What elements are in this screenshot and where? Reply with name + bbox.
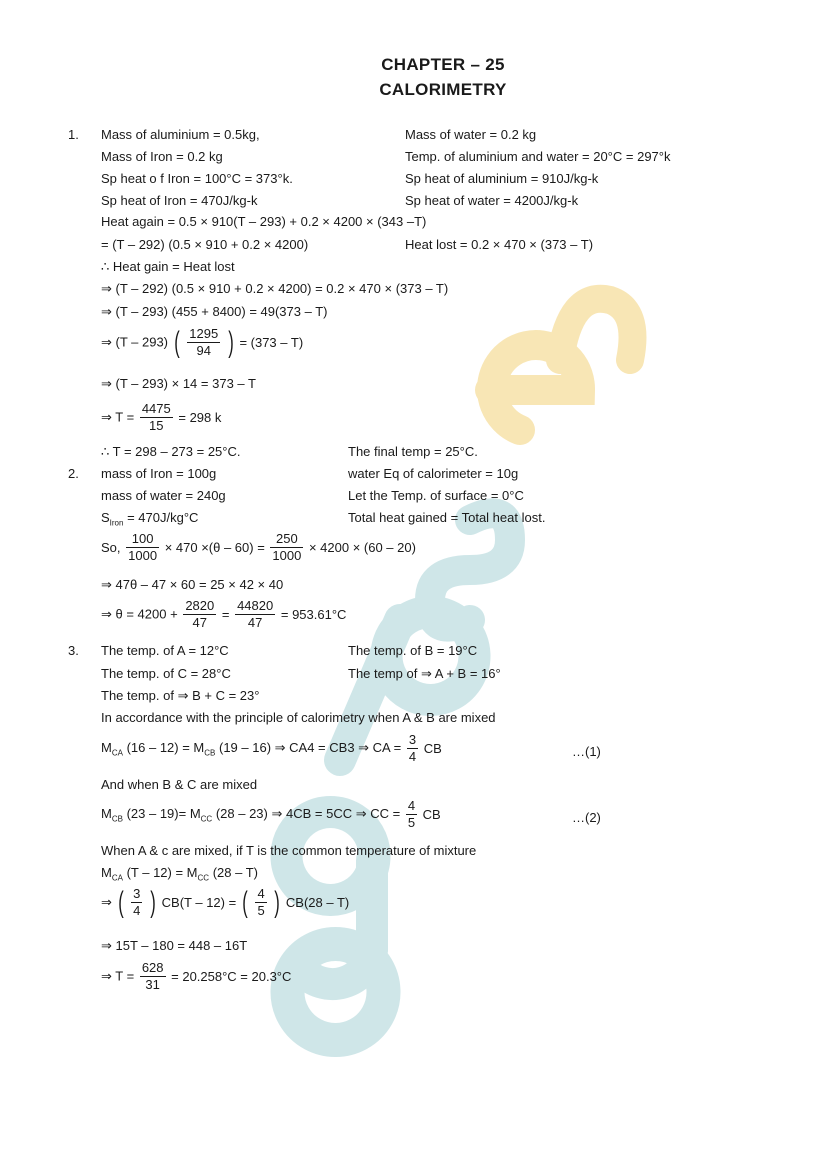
q3-line-8: When A & c are mixed, if T is the common temperature of mixture [101,843,477,858]
q1-line-3a: Sp heat o f Iron = 100°C = 373°k. [101,171,293,186]
q1-line-1a: Mass of aluminium = 0.5kg, [101,127,260,142]
fraction [140,401,173,434]
value: = 470J/kg°C [123,510,199,525]
text: (23 – 19)= M [122,805,201,821]
q1-line-11: ⇒ (T – 293) × 14 = 373 – T [101,376,256,391]
q3-line-9 [101,865,258,887]
question-number: 3. [68,643,79,658]
denominator: 4 [408,749,417,764]
left-paren: ( [173,325,180,359]
q3-line-12 [101,960,291,993]
q3-l7-m [101,805,401,824]
q3-line-4: In accordance with the principle of calorimetry when A & B are mixed [101,710,496,725]
q2-l4-prefix: So, [101,540,121,555]
subscript: CC [197,873,210,883]
q3-line-5 [101,732,442,765]
subscript: CB [111,814,123,824]
q3-l10-middle: CB(T – 12) = [161,895,237,910]
q3-line-11: ⇒ 15T – 180 = 448 – 16T [101,938,248,953]
topic-heading: CALORIMETRY [379,80,507,99]
q3-l5-cb: CB [423,741,442,756]
q2-line-2b: Let the Temp. of surface = 0°C [348,488,524,503]
numerator: 100 [126,531,159,548]
numerator: 628 [141,960,164,975]
text: (T – 12) = M [122,865,198,880]
text: (28 – 23) ⇒ 4CB = 5CC ⇒ CC = [212,805,401,821]
subscript: CA [111,873,123,883]
chapter-heading: CHAPTER – 25 [381,55,505,74]
numerator: 4475 [141,401,171,416]
fraction [406,798,417,831]
denominator: 1000 [272,548,302,563]
q1-line-10 [101,326,303,359]
equation-tag: …(2) [572,810,601,825]
denominator: 47 [192,615,207,630]
q3-line-2b: The temp of ⇒ A + B = 16° [348,666,501,681]
numerator: 2820 [185,598,215,613]
q1-line-2b: Temp. of aluminium and water = 20°C = 297°k [405,149,671,164]
q3-line-10 [101,886,349,919]
q3-l10-prefix: ⇒ [101,894,112,910]
q1-l12-prefix: ⇒ T = [101,409,135,425]
q2-l6-suffix: = 953.61°C [280,607,347,622]
q2-l4-middle: × 470 ×(θ – 60) = [164,540,265,555]
numerator: 1295 [189,326,219,341]
fraction [183,598,216,631]
q2-line-4 [101,531,416,564]
q3-line-7 [101,798,441,831]
text: (16 – 12) = M [122,739,205,755]
q1-line-2a: Mass of Iron = 0.2 kg [101,149,223,164]
q1-line-1b: Mass of water = 0.2 kg [405,127,537,142]
right-paren: ) [274,885,281,919]
q3-line-2a: The temp. of C = 28°C [101,666,231,681]
denominator: 4 [133,903,141,918]
subscript: CB [204,748,216,758]
watermark-letter-m [560,299,633,360]
q1-line-4b: Sp heat of water = 4200J/kg-k [405,193,579,208]
q3-l7-cb: CB [422,807,441,822]
q2-line-1b: water Eq of calorimeter = 10g [348,466,519,481]
q2-line-6 [101,598,346,631]
q1-line-13a: ∴ T = 298 – 273 = 25°C. [101,444,241,459]
fraction [407,732,418,765]
symbol: S [101,510,110,525]
q1-line-6a: = (T – 292) (0.5 × 910 + 0.2 × 4200) [101,237,309,252]
fraction [235,598,275,631]
q3-l12-prefix: ⇒ T = [101,968,135,984]
denominator: 1000 [128,548,158,563]
q3-line-3: The temp. of ⇒ B + C = 23° [101,688,260,703]
q2-line-2a: mass of water = 240g [101,488,226,503]
q3-l5-m [101,739,402,758]
q3-line-1b: The temp. of B = 19°C [348,643,478,658]
q1-line-9: ⇒ (T – 293) (455 + 8400) = 49(373 – T) [101,304,328,319]
q1-line-5: Heat again = 0.5 × 910(T – 293) + 0.2 × 4200 × (343 –T) [101,214,427,229]
fraction [187,326,220,359]
text: (19 – 16) ⇒ CA4 = CB3 ⇒ CA = [215,739,402,755]
watermark-letter-s [430,513,510,626]
left-paren: ( [242,885,248,919]
numerator: 3 [133,886,141,901]
q1-l10-suffix: = (373 – T) [239,335,304,350]
q1-l12-suffix: = 298 k [178,410,222,425]
numerator: 4 [257,886,265,901]
numerator: 250 [270,531,303,548]
fraction [131,886,142,919]
symbol: M [101,739,112,755]
subscript: Iron [109,518,124,528]
fraction [126,531,159,564]
denominator: 15 [149,418,164,433]
q1-line-13b: The final temp = 25°C. [348,444,478,459]
q1-line-6b: Heat lost = 0.2 × 470 × (373 – T) [405,237,594,252]
q1-line-12 [101,401,221,434]
denominator: 5 [407,815,416,830]
numerator: 4 [407,798,416,813]
equals: = [221,607,230,622]
q1-l10-prefix: ⇒ (T – 293) [101,334,169,350]
q2-line-5: ⇒ 47θ – 47 × 60 = 25 × 42 × 40 [101,577,284,592]
left-paren: ( [117,885,124,919]
symbol: M [101,805,112,821]
q1-line-8: ⇒ (T – 292) (0.5 × 910 + 0.2 × 4200) = 0.2 × 470 × (373 – T) [101,281,449,296]
q2-l4-suffix: × 4200 × (60 – 20) [308,540,416,555]
text: (28 – T) [209,865,258,880]
q2-line-1a: mass of Iron = 100g [101,466,217,481]
q3-line-6: And when B & C are mixed [101,777,258,792]
symbol: M [101,865,112,880]
q3-l10-suffix: CB(28 – T) [285,895,350,910]
q1-line-4a: Sp heat of Iron = 470J/kg-k [101,193,258,208]
denominator: 5 [257,903,265,918]
denominator: 31 [145,977,160,992]
question-number: 2. [68,466,79,481]
q2-l6-prefix: ⇒ θ = 4200 + [101,606,178,622]
fraction [140,960,166,993]
q3-line-1a: The temp. of A = 12°C [101,643,229,658]
q2-line-3b: Total heat gained = Total heat lost. [348,510,546,525]
right-paren: ) [228,325,234,359]
q3-l12-suffix: = 20.258°C = 20.3°C [171,969,292,984]
numerator: 44820 [237,598,274,613]
q2-line-3a [101,510,198,532]
fraction [255,886,266,919]
subscript: CA [111,748,123,758]
question-number: 1. [68,127,79,142]
equation-tag: …(1) [572,744,601,759]
denominator: 47 [247,615,263,630]
denominator: 94 [196,343,211,358]
q1-line-7: ∴ Heat gain = Heat lost [101,259,235,274]
numerator: 3 [408,732,417,747]
right-paren: ) [150,885,156,919]
fraction [270,531,303,564]
q1-line-3b: Sp heat of aluminium = 910J/kg-k [405,171,599,186]
subscript: CC [200,814,213,824]
